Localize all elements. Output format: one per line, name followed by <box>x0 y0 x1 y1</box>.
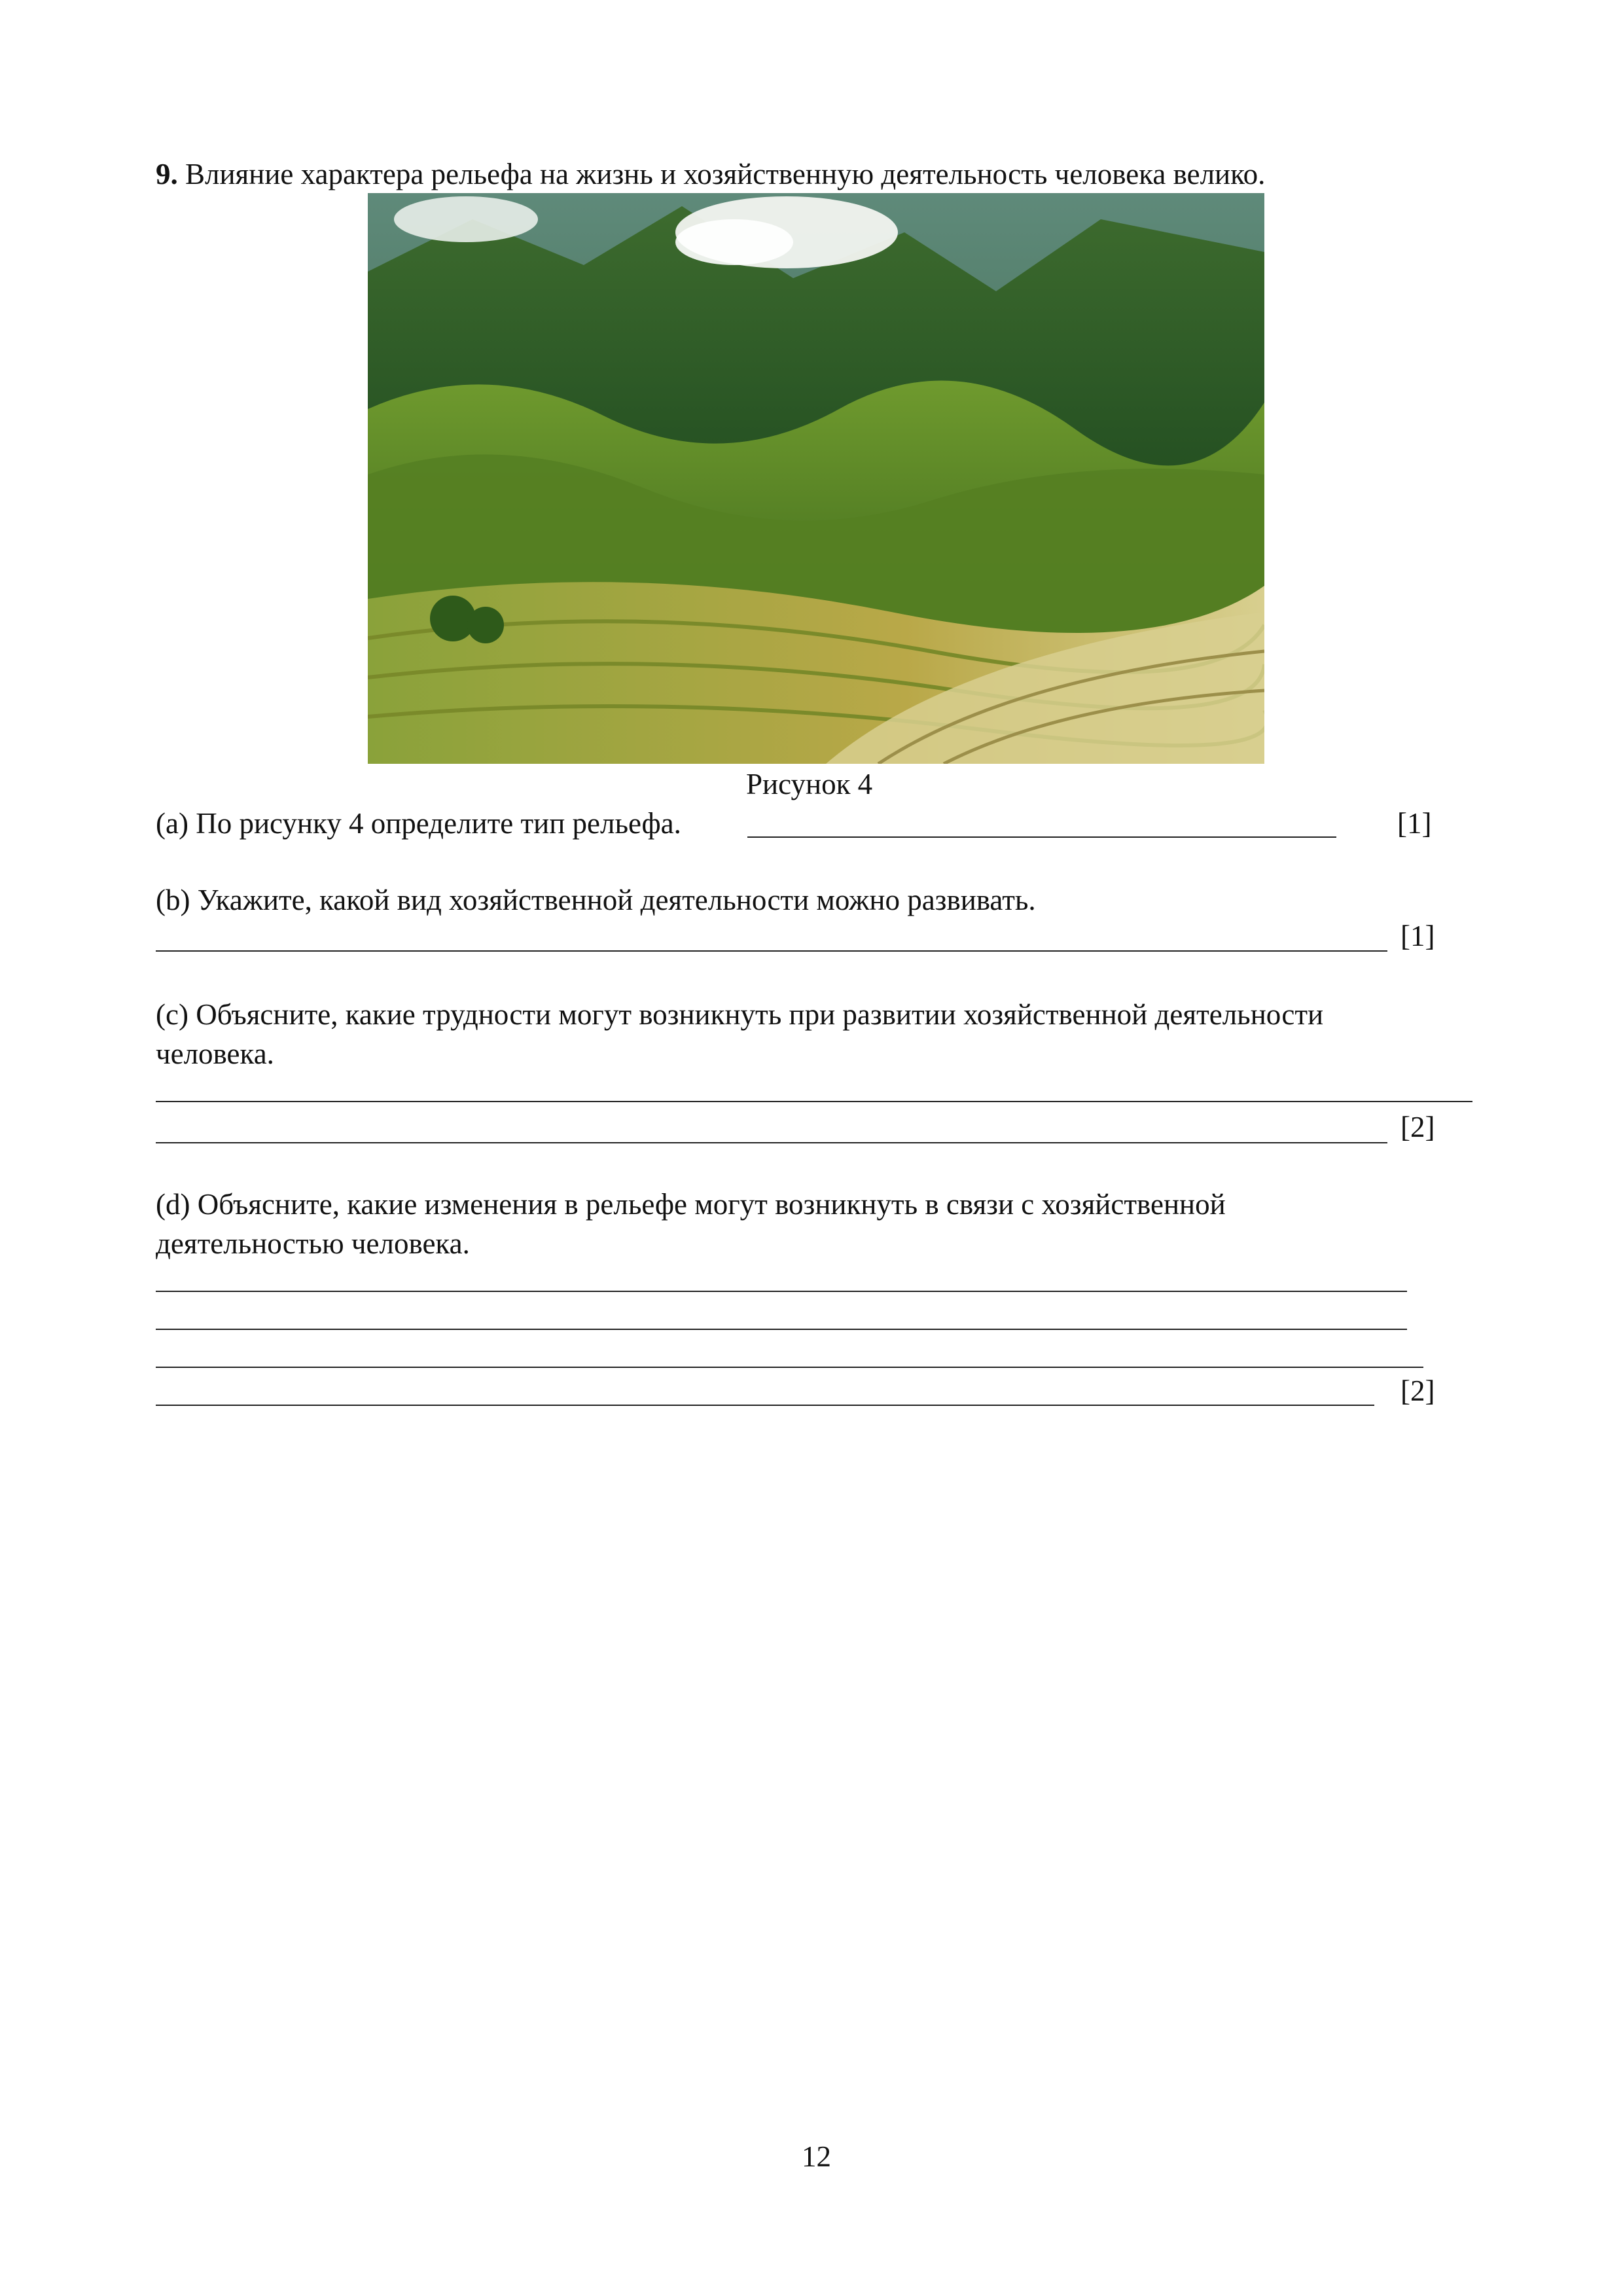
answer-line-c2[interactable] <box>156 1142 1387 1143</box>
question-intro <box>156 154 1265 194</box>
question-intro-text: Влияние характера рельефа на жизнь и хозяйственную деятельность человека велико. <box>177 158 1266 190</box>
answer-line-d3[interactable] <box>156 1367 1423 1368</box>
part-d-text-line1: (d) Объясните, какие изменения в рельефе могут возникнуть в связи с хозяйственной <box>156 1188 1226 1221</box>
page-number: 12 <box>802 2140 831 2173</box>
answer-line-d4[interactable] <box>156 1405 1374 1406</box>
landscape-image <box>368 193 1264 764</box>
answer-line-a[interactable] <box>747 836 1336 838</box>
part-a-text: (a) По рисунку 4 определите тип рельефа. <box>156 807 681 840</box>
answer-line-b[interactable] <box>156 950 1387 952</box>
figure-photo <box>368 193 1264 764</box>
figure-caption: Рисунок 4 <box>746 768 873 800</box>
answer-line-d1[interactable] <box>156 1291 1407 1292</box>
part-c-text-line2: человека. <box>156 1037 274 1070</box>
part-b-mark: [1] <box>1400 920 1435 952</box>
question-number: 9. <box>156 158 178 190</box>
part-d-text-line2: деятельностью человека. <box>156 1227 470 1260</box>
part-c-text-line1: (c) Объясните, какие трудности могут возникнуть при развитии хозяйственной деятельности <box>156 998 1324 1031</box>
part-d-mark: [2] <box>1400 1374 1435 1407</box>
answer-line-d2[interactable] <box>156 1329 1407 1330</box>
answer-line-c1[interactable] <box>156 1101 1472 1102</box>
part-b-text: (b) Укажите, какой вид хозяйственной деятельности можно развивать. <box>156 884 1036 916</box>
part-c-mark: [2] <box>1400 1111 1435 1143</box>
part-a-mark: [1] <box>1397 807 1432 840</box>
